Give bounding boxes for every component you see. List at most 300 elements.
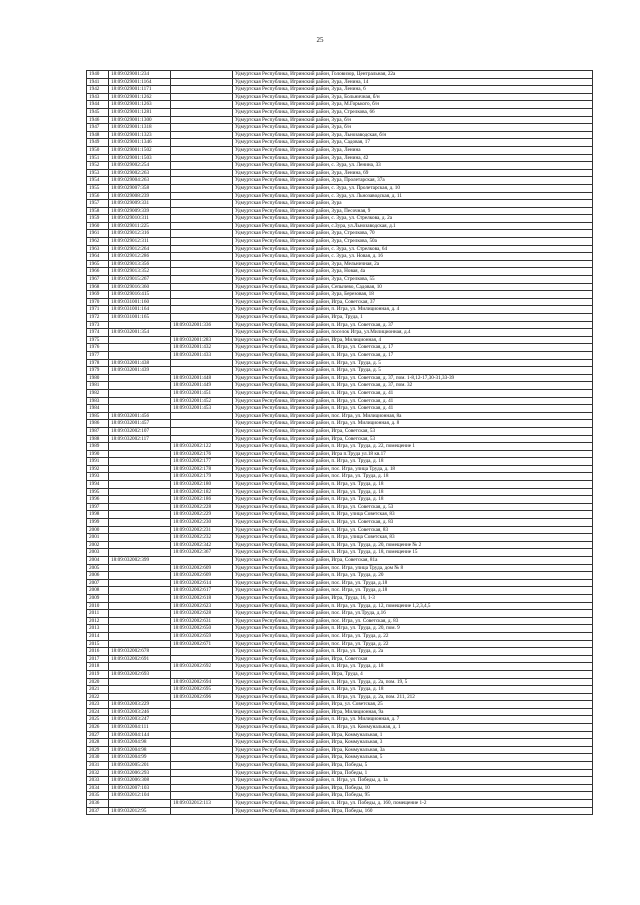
table-row <box>87 268 593 276</box>
address: Удмуртская Республика, Игринский район, пос. Игра, ул. Труда, д. 22 <box>233 632 593 640</box>
row-number: 2007 <box>87 579 109 587</box>
cadastral-number: 18:09:032005:201 <box>109 762 171 770</box>
cadastral-number: 18:09:029012:311 <box>109 238 171 246</box>
cadastral-number <box>109 382 171 390</box>
row-number: 1973 <box>87 321 109 329</box>
cadastral-number: 18:09:029012:316 <box>109 230 171 238</box>
table-row <box>87 762 593 770</box>
address: Удмуртская Республика, Игринский район, с. Зура, ул. Пролетарская, д. 10 <box>233 184 593 192</box>
table-row <box>87 359 593 367</box>
cadastral-number: 18:09:029004:263 <box>109 177 171 185</box>
table-row <box>87 670 593 678</box>
object-number <box>171 314 233 322</box>
object-number <box>171 427 233 435</box>
row-number: 1986 <box>87 420 109 428</box>
address: Удмуртская Республика, Игринский район, Игра, ул. Советская, 25 <box>233 701 593 709</box>
cadastral-number <box>109 351 171 359</box>
cadastral-number: 18:09:031001:165 <box>109 314 171 322</box>
cadastral-number <box>109 450 171 458</box>
cadastral-number: 18:09:032002:678 <box>109 648 171 656</box>
row-number: 2017 <box>87 655 109 663</box>
cadastral-number: 18:09:029001:1502 <box>109 146 171 154</box>
object-number <box>171 162 233 170</box>
row-number: 1994 <box>87 481 109 489</box>
table-row <box>87 260 593 268</box>
object-number: 18:09:032001:448 <box>171 374 233 382</box>
table-row <box>87 663 593 671</box>
row-number: 2001 <box>87 534 109 542</box>
object-number <box>171 739 233 747</box>
address: Удмуртская Республика, Игринский район, Зура, Ленина, 42 <box>233 154 593 162</box>
address: Удмуртская Республика, Игринский район, Зура <box>233 200 593 208</box>
address: Удмуртская Республика, Игринский район, пос. Игра, улица Труда, д. 18 <box>233 465 593 473</box>
object-number: 18:09:032001:432 <box>171 344 233 352</box>
cadastral-number: 18:09:032002:117 <box>109 435 171 443</box>
address: Удмуртская Республика, Игринский район, п. Игра, ул. Труда, д. 20 <box>233 572 593 580</box>
table-row <box>87 511 593 519</box>
table-row <box>87 222 593 230</box>
table-row <box>87 435 593 443</box>
cadastral-number <box>109 625 171 633</box>
row-number: 1947 <box>87 124 109 132</box>
row-number: 1948 <box>87 131 109 139</box>
address: Удмуртская Республика, Игринский район, пос. Игра, ул. Труда, д. 18 <box>233 473 593 481</box>
row-number: 1974 <box>87 329 109 337</box>
cadastral-number: 18:09:029009:331 <box>109 200 171 208</box>
object-number <box>171 731 233 739</box>
table-row <box>87 382 593 390</box>
address: Удмуртская Республика, Игринский район, Зура, Песочная, 9 <box>233 207 593 215</box>
object-number <box>171 93 233 101</box>
address: Удмуртская Республика, Игринский район, Зура, Ленина <box>233 146 593 154</box>
object-number: 18:09:032001:433 <box>171 351 233 359</box>
row-number: 2005 <box>87 564 109 572</box>
cadastral-number: 18:09:029009:339 <box>109 207 171 215</box>
table-row <box>87 245 593 253</box>
cadastral-number <box>109 693 171 701</box>
row-number: 1999 <box>87 519 109 527</box>
table-row <box>87 184 593 192</box>
address: Удмуртская Республика, Игринский район, Зура, М.Горького, б/н <box>233 101 593 109</box>
row-number: 1977 <box>87 351 109 359</box>
address: Удмуртская Республика, Игринский район, п. Игра, ул. Труда, д. 18 <box>233 481 593 489</box>
table-row <box>87 792 593 800</box>
row-number: 1967 <box>87 276 109 284</box>
cadastral-number <box>109 587 171 595</box>
object-number: 18:09:032002:695 <box>171 686 233 694</box>
object-number <box>171 769 233 777</box>
cadastral-number <box>109 374 171 382</box>
row-number: 1976 <box>87 344 109 352</box>
address: Удмуртская Республика, Игринский район, Игра, Труда, 1 <box>233 314 593 322</box>
row-number: 2011 <box>87 610 109 618</box>
row-number: 1980 <box>87 374 109 382</box>
cadastral-number: 18:09:029001:1262 <box>109 93 171 101</box>
row-number: 2015 <box>87 640 109 648</box>
address: Удмуртская Республика, Игринский район, Зура, Стрелкова, 66 <box>233 108 593 116</box>
table-row <box>87 746 593 754</box>
row-number: 2002 <box>87 541 109 549</box>
object-number: 18:09:032001:336 <box>171 321 233 329</box>
cadastral-number: 18:09:029002:263 <box>109 169 171 177</box>
table-row <box>87 405 593 413</box>
cadastral-number: 18:09:032003:246 <box>109 708 171 716</box>
address: Удмуртская Республика, Игринский район, пос. Игра, ул. Милиционная, 8а <box>233 412 593 420</box>
object-number <box>171 412 233 420</box>
row-number: 1992 <box>87 465 109 473</box>
row-number: 1957 <box>87 200 109 208</box>
table-row <box>87 124 593 132</box>
address: Удмуртская Республика, Игринский район, Игра, Советская, 81а <box>233 557 593 565</box>
object-number <box>171 268 233 276</box>
object-number: 18:09:032001:451 <box>171 389 233 397</box>
table-row <box>87 306 593 314</box>
row-number: 2025 <box>87 716 109 724</box>
table-row <box>87 784 593 792</box>
table-row <box>87 754 593 762</box>
row-number: 1991 <box>87 458 109 466</box>
row-number: 1940 <box>87 71 109 79</box>
address: Удмуртская Республика, Игринский район, п. Игра, ул. Советская, д. 83 <box>233 519 593 527</box>
cadastral-number <box>109 344 171 352</box>
row-number: 2003 <box>87 549 109 557</box>
address: Удмуртская Республика, Игринский район, Игра, Советская, 37 <box>233 298 593 306</box>
table-row <box>87 724 593 732</box>
row-number: 1949 <box>87 139 109 147</box>
table-row <box>87 329 593 337</box>
cadastral-number: 18:09:029008:239 <box>109 192 171 200</box>
cadastral-number: 18:09:029001:1346 <box>109 139 171 147</box>
address: Удмуртская Республика, Игринский район, Игра, Труда, 16, 1-3 <box>233 594 593 602</box>
cadastral-number: 18:09:032001:456 <box>109 412 171 420</box>
table-row <box>87 283 593 291</box>
cadastral-number: 18:09:032004:111 <box>109 724 171 732</box>
address: Удмуртская Республика, Игринский район, Игра, Коммунальная, 3а <box>233 746 593 754</box>
table-row <box>87 587 593 595</box>
cadastral-number: 18:09:029001:1503 <box>109 154 171 162</box>
object-number <box>171 184 233 192</box>
address: Удмуртская Республика, Игринский район, пос. Игра, ул. Труда, д.18 <box>233 579 593 587</box>
table-row <box>87 108 593 116</box>
cadastral-number <box>109 594 171 602</box>
cadastral-number: 18:09:032002:107 <box>109 427 171 435</box>
address: Удмуртская Республика, Игринский район, Зура, Больничная, б/н <box>233 93 593 101</box>
object-number <box>171 139 233 147</box>
row-number: 1962 <box>87 238 109 246</box>
object-number <box>171 708 233 716</box>
table-row <box>87 169 593 177</box>
address: Удмуртская Республика, Игринский район, Игра, Коммунальная, 1 <box>233 731 593 739</box>
table-row <box>87 298 593 306</box>
address: Удмуртская Республика, Игринский район, п. Игра, ул. Милиционная, д. 8 <box>233 420 593 428</box>
object-number <box>171 78 233 86</box>
row-number: 1972 <box>87 314 109 322</box>
row-number: 2010 <box>87 602 109 610</box>
table-row <box>87 412 593 420</box>
object-number: 18:09:032002:180 <box>171 481 233 489</box>
table-row <box>87 101 593 109</box>
table-row <box>87 602 593 610</box>
table-row <box>87 253 593 261</box>
cadastral-number: 18:09:032002:693 <box>109 670 171 678</box>
address: Удмуртская Республика, Игринский район, поселок Игра, ул.Милиционная, д.4 <box>233 329 593 337</box>
object-number <box>171 276 233 284</box>
row-number: 2028 <box>87 739 109 747</box>
address: Удмуртская Республика, Игринский район, Игра, Коммунальная, 3 <box>233 739 593 747</box>
address: Удмуртская Республика, Игринский район, п. Игра, ул. Коммунальная, д. 1 <box>233 724 593 732</box>
row-number: 1990 <box>87 450 109 458</box>
row-number: 2009 <box>87 594 109 602</box>
object-number <box>171 192 233 200</box>
object-number: 18:09:032001:453 <box>171 405 233 413</box>
table-row <box>87 807 593 815</box>
cadastral-number <box>109 534 171 542</box>
object-number: 18:09:032002:618 <box>171 594 233 602</box>
cadastral-number: 18:09:032012:104 <box>109 792 171 800</box>
table-row <box>87 481 593 489</box>
address: Удмуртская Республика, Игринский район, п. Игра, ул. Труда, д. 18 <box>233 496 593 504</box>
cadastral-number <box>109 602 171 610</box>
address: Удмуртская Республика, Игринский район, п. Игра, ул. Милиционная, д. 4 <box>233 306 593 314</box>
address: Удмуртская Республика, Игринский район, Зура, Льнозаводская, б/н <box>233 131 593 139</box>
cadastral-number: 18:09:032004:144 <box>109 731 171 739</box>
cadastral-number: 18:09:032002:691 <box>109 655 171 663</box>
address: Удмуртская Республика, Игринский район, Зура, Пролетарская, 37а <box>233 177 593 185</box>
object-number <box>171 784 233 792</box>
row-number: 1982 <box>87 389 109 397</box>
table-row <box>87 640 593 648</box>
table-row <box>87 116 593 124</box>
cadastral-number <box>109 405 171 413</box>
object-number: 18:09:032002:176 <box>171 450 233 458</box>
row-number: 1942 <box>87 86 109 94</box>
cadastral-number <box>109 473 171 481</box>
address: Удмуртская Республика, Игринский район, Игра, Победы, 160 <box>233 807 593 815</box>
table-row <box>87 519 593 527</box>
table-row <box>87 564 593 572</box>
table-row <box>87 93 593 101</box>
row-number: 1966 <box>87 268 109 276</box>
cadastral-number: 18:09:029016:415 <box>109 291 171 299</box>
row-number: 1961 <box>87 230 109 238</box>
address: Удмуртская Республика, Игринский район, с. Зура, ул. Льнозаводская, д. 11 <box>233 192 593 200</box>
cadastral-number <box>109 511 171 519</box>
object-number <box>171 298 233 306</box>
object-number <box>171 777 233 785</box>
object-number: 18:09:032002:178 <box>171 465 233 473</box>
object-number: 18:09:032002:696 <box>171 693 233 701</box>
cadastral-number: 18:09:032006:308 <box>109 777 171 785</box>
cadastral-number <box>109 503 171 511</box>
cadastral-number: 18:09:029001:1171 <box>109 86 171 94</box>
object-number: 18:09:032002:182 <box>171 488 233 496</box>
object-number <box>171 177 233 185</box>
cadastral-number: 18:09:029012:264 <box>109 245 171 253</box>
row-number: 1983 <box>87 397 109 405</box>
cadastral-number: 18:09:032003:229 <box>109 701 171 709</box>
object-number: 18:09:032002:628 <box>171 610 233 618</box>
object-number: 18:09:032002:623 <box>171 602 233 610</box>
object-number <box>171 283 233 291</box>
cadastral-number <box>109 579 171 587</box>
row-number: 1971 <box>87 306 109 314</box>
address: Удмуртская Республика, Игринский район, с.Зура, ул.Льнозаводская, д.1 <box>233 222 593 230</box>
object-number <box>171 807 233 815</box>
cadastral-number: 18:09:032001:457 <box>109 420 171 428</box>
row-number: 2000 <box>87 526 109 534</box>
address: Удмуртская Республика, Игринский район, с. Зура, ул. Стрелкова, 64 <box>233 245 593 253</box>
address: Удмуртская Республика, Игринский район, п. Игра, ул. Труда, д. 2а, пом. 19, 5 <box>233 678 593 686</box>
row-number: 1946 <box>87 116 109 124</box>
object-number <box>171 557 233 565</box>
row-number: 1988 <box>87 435 109 443</box>
object-number <box>171 108 233 116</box>
address: Удмуртская Республика, Игринский район, пос. Игра, ул. Советская, д. 83 <box>233 617 593 625</box>
table-row <box>87 465 593 473</box>
cadastral-number <box>109 488 171 496</box>
object-number <box>171 116 233 124</box>
table-row <box>87 450 593 458</box>
row-number: 2004 <box>87 557 109 565</box>
table-row <box>87 192 593 200</box>
address: Удмуртская Республика, Игринский район, Игра, Советская <box>233 655 593 663</box>
row-number: 1952 <box>87 162 109 170</box>
object-number <box>171 670 233 678</box>
address: Удмуртская Республика, Игринский район, Зура, Новая, 4а <box>233 268 593 276</box>
address: Удмуртская Республика, Игринский район, Игра, Победы, 1 <box>233 769 593 777</box>
row-number: 2006 <box>87 572 109 580</box>
row-number: 2026 <box>87 724 109 732</box>
row-number: 2029 <box>87 746 109 754</box>
cadastral-number: 18:09:031001:164 <box>109 306 171 314</box>
address: Удмуртская Республика, Игринский район, п. Игра, ул. Труда, д. 5 <box>233 367 593 375</box>
row-number: 1943 <box>87 93 109 101</box>
object-number <box>171 124 233 132</box>
cadastral-number: 18:09:029011:225 <box>109 222 171 230</box>
object-number: 18:09:032002:342 <box>171 541 233 549</box>
row-number: 2037 <box>87 807 109 815</box>
row-number: 2023 <box>87 701 109 709</box>
register-body <box>87 71 593 815</box>
row-number: 1955 <box>87 184 109 192</box>
address: Удмуртская Республика, Игринский район, п. Игра, ул. Советская, д. 37, пом. 1-8,12-17,30-31,33-39 <box>233 374 593 382</box>
cadastral-number: 18:09:029001:1300 <box>109 116 171 124</box>
cadastral-number: 18:09:032004:98 <box>109 746 171 754</box>
cadastral-number <box>109 686 171 694</box>
cadastral-number: 18:09:029001:1263 <box>109 101 171 109</box>
cadastral-number <box>109 321 171 329</box>
row-number: 1993 <box>87 473 109 481</box>
table-row <box>87 731 593 739</box>
row-number: 2008 <box>87 587 109 595</box>
table-row <box>87 610 593 618</box>
cadastral-number: 18:09:029001:1323 <box>109 131 171 139</box>
table-row <box>87 632 593 640</box>
table-row <box>87 238 593 246</box>
object-number <box>171 215 233 223</box>
table-row <box>87 739 593 747</box>
object-number: 18:09:032002:671 <box>171 640 233 648</box>
table-row <box>87 314 593 322</box>
cadastral-number: 18:09:032007:103 <box>109 784 171 792</box>
object-number: 18:09:032002:650 <box>171 625 233 633</box>
row-number: 1996 <box>87 496 109 504</box>
address: Удмуртская Республика, Игринский район, Зура, Стрелкова, 55 <box>233 276 593 284</box>
cadastral-number: 18:09:029010:311 <box>109 215 171 223</box>
object-number <box>171 253 233 261</box>
row-number: 2013 <box>87 625 109 633</box>
address: Удмуртская Республика, Игринский район, Игра, Победы, 5 <box>233 762 593 770</box>
row-number: 2036 <box>87 800 109 808</box>
cadastral-number: 18:09:032001:439 <box>109 367 171 375</box>
row-number: 2030 <box>87 754 109 762</box>
table-row <box>87 526 593 534</box>
object-number <box>171 71 233 79</box>
table-row <box>87 488 593 496</box>
cadastral-number: 18:09:032006:293 <box>109 769 171 777</box>
object-number <box>171 291 233 299</box>
address: Удмуртская Республика, Игринский район, п. Игра, ул. Труда, д. 2а <box>233 648 593 656</box>
row-number: 1954 <box>87 177 109 185</box>
address: Удмуртская Республика, Игринский район, п. Игра, ул. Советская, д. 17 <box>233 344 593 352</box>
address: Удмуртская Республика, Игринский район, п. Игра, ул. Советская, д. 37, пом. 32 <box>233 382 593 390</box>
address: Удмуртская Республика, Игринский район, Игра, Советская, 53 <box>233 427 593 435</box>
table-row <box>87 427 593 435</box>
cadastral-number <box>109 481 171 489</box>
row-number: 1956 <box>87 192 109 200</box>
object-number: 18:09:032002:614 <box>171 579 233 587</box>
cadastral-number <box>109 526 171 534</box>
table-row <box>87 131 593 139</box>
object-number: 18:09:032002:228 <box>171 503 233 511</box>
table-row <box>87 769 593 777</box>
row-number: 1941 <box>87 78 109 86</box>
address: Удмуртская Республика, Игринский район, п. Игра, улица Советская, 83 <box>233 534 593 542</box>
register-table <box>86 70 593 815</box>
table-row <box>87 78 593 86</box>
object-number <box>171 245 233 253</box>
table-row <box>87 367 593 375</box>
row-number: 2031 <box>87 762 109 770</box>
row-number: 1950 <box>87 146 109 154</box>
object-number: 18:09:032002:232 <box>171 534 233 542</box>
table-row <box>87 276 593 284</box>
table-row <box>87 648 593 656</box>
row-number: 2024 <box>87 708 109 716</box>
object-number <box>171 746 233 754</box>
object-number <box>171 238 233 246</box>
address: Удмуртская Республика, Игринский район, п. Игра, ул. Милиционная, д. 7 <box>233 716 593 724</box>
table-row <box>87 162 593 170</box>
row-number: 1963 <box>87 245 109 253</box>
address: Удмуртская Республика, Игринский район, пос. Игра, ул.Труда, д.16 <box>233 610 593 618</box>
object-number: 18:09:032002:659 <box>171 632 233 640</box>
cadastral-number <box>109 564 171 572</box>
address: Удмуртская Республика, Игринский район, пос. Игра, ул. Труда, д.18 <box>233 587 593 595</box>
row-number: 1959 <box>87 215 109 223</box>
cadastral-number: 18:09:029002:254 <box>109 162 171 170</box>
object-number: 18:09:032002:367 <box>171 549 233 557</box>
table-row <box>87 572 593 580</box>
cadastral-number: 18:09:029001:1318 <box>109 124 171 132</box>
object-number <box>171 146 233 154</box>
address: Удмуртская Республика, Игринский район, п. Игра, ул. Труда, д. 2а, пом. 211, 212 <box>233 693 593 701</box>
cadastral-number: 18:09:032004:98 <box>109 739 171 747</box>
address: Удмуртская Республика, Игринский район, п. Игра, ул. Труда, д. 12, помещение 1,2,3,4,5 <box>233 602 593 610</box>
row-number: 2016 <box>87 648 109 656</box>
address: Удмуртская Республика, Игринский район, п. Игра, ул. Труда, д. 18 <box>233 686 593 694</box>
table-row <box>87 321 593 329</box>
